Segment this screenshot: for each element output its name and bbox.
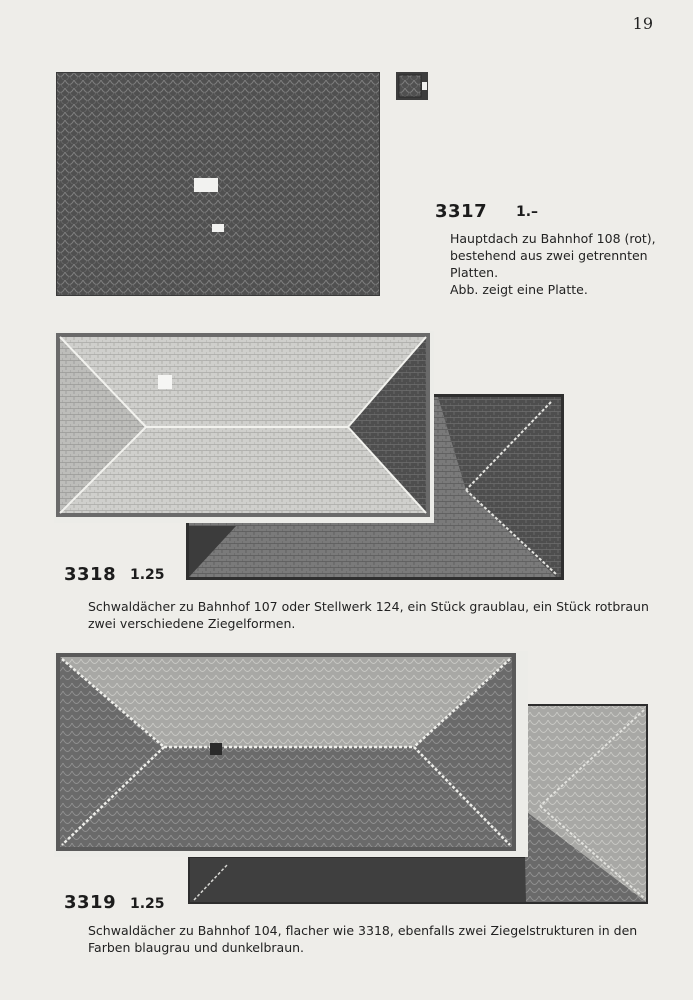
description-line: Schwaldächer zu Bahnhof 104, flacher wie 3318, ebenfalls zwei Ziegelstrukturen in den — [88, 923, 638, 938]
roof-3318-front-photo — [54, 331, 434, 523]
description-line: Farben blaugrau und dunkelbraun. — [88, 940, 305, 955]
roof-3319-front-photo — [54, 651, 528, 857]
description-line: Abb. zeigt eine Platte. — [450, 282, 588, 297]
roof-plate-3317-thumbnail — [396, 72, 428, 100]
page-number: 19 — [632, 14, 653, 33]
item-number-3317: 3317 — [435, 201, 488, 222]
item-number-3318: 3318 — [64, 564, 117, 585]
item-description-3319 — [88, 922, 668, 956]
item-price-3317: 1.– — [516, 204, 539, 220]
description-line: Hauptdach zu Bahnhof 108 (rot), — [450, 231, 656, 246]
item-description-3318 — [88, 598, 668, 632]
item-price-3318: 1.25 — [130, 567, 165, 583]
description-line: Platten. — [450, 265, 499, 280]
description-line: bestehend aus zwei getrennten — [450, 248, 648, 263]
description-line: Schwaldächer zu Bahnhof 107 oder Stellwerk 124, ein Stück graublau, ein Stück rotbraun — [88, 599, 649, 614]
item-number-3319: 3319 — [64, 892, 117, 913]
description-line: zwei verschiedene Ziegelformen. — [88, 616, 296, 631]
roof-plate-3317-photo — [56, 72, 380, 296]
item-price-3319: 1.25 — [130, 896, 165, 912]
item-description-3317 — [450, 230, 670, 298]
